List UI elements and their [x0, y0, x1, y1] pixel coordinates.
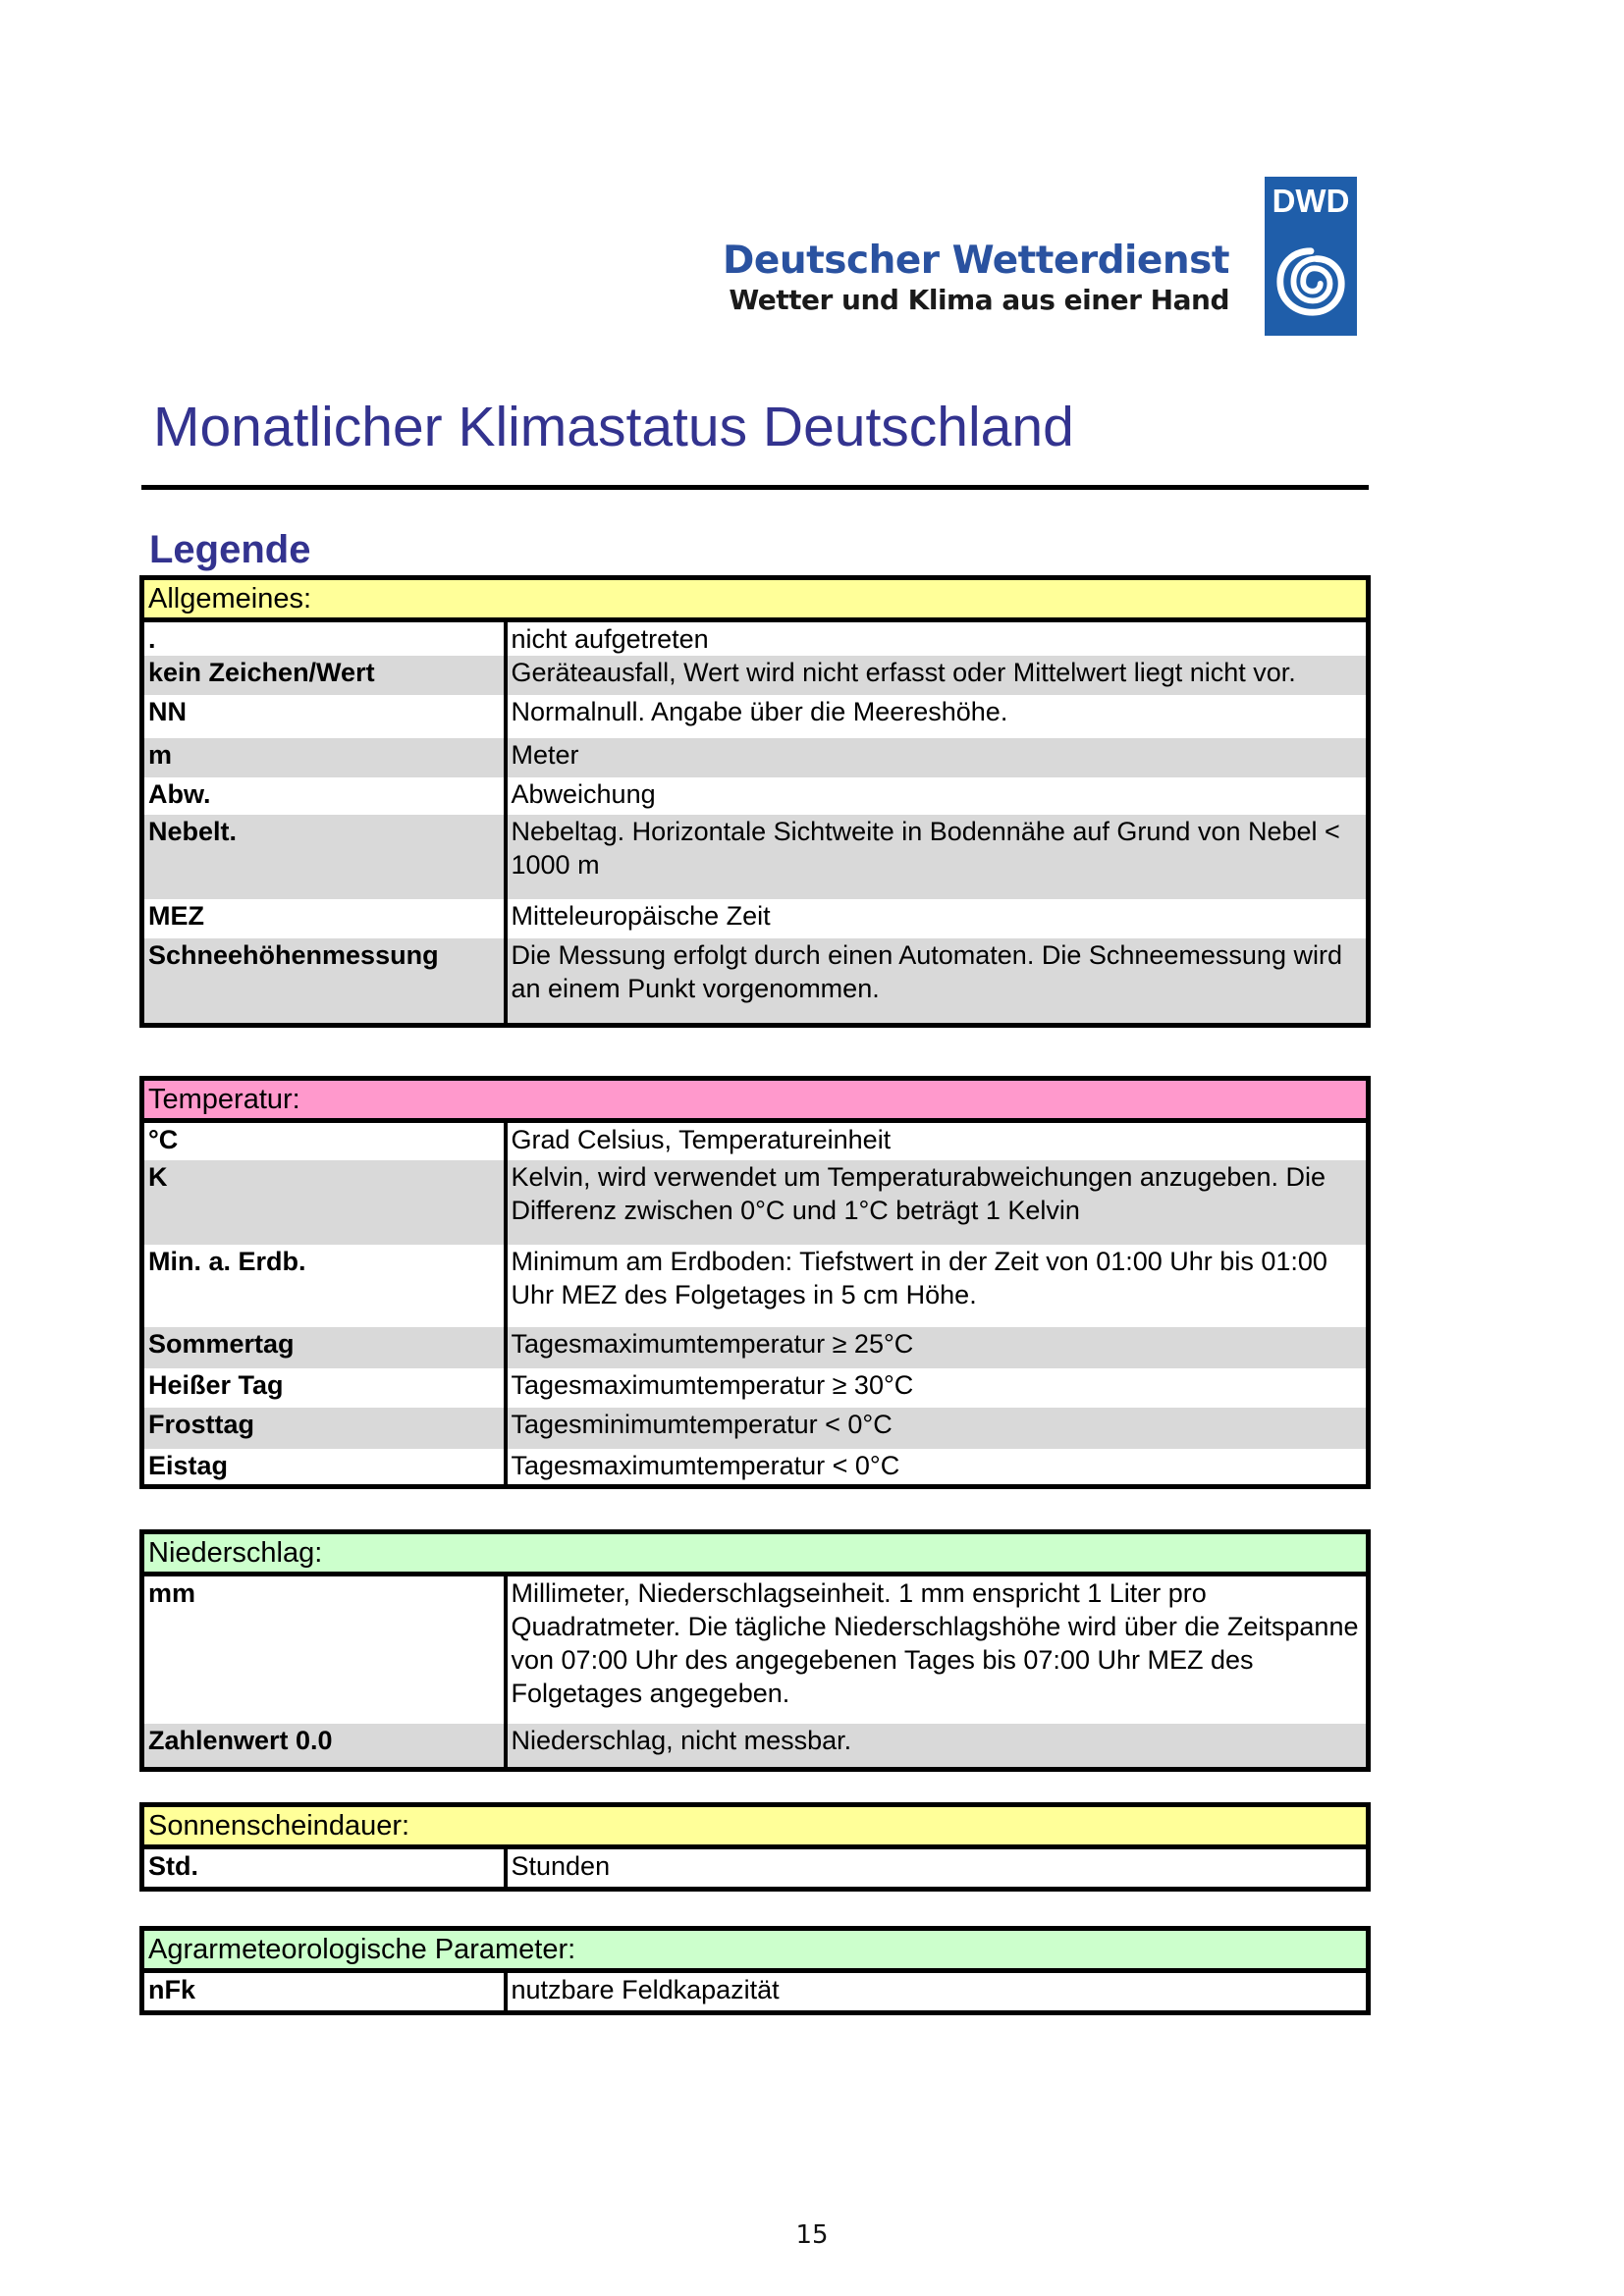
table-heading: Temperatur: — [142, 1079, 1369, 1121]
term-cell: Min. a. Erdb. — [142, 1245, 506, 1327]
table-header-row — [142, 1079, 1369, 1121]
table-row — [142, 1971, 1369, 2013]
table-row — [142, 1368, 1369, 1408]
definition-cell: Normalnull. Angabe über die Meereshöhe. — [506, 695, 1369, 738]
term-cell: Std. — [142, 1847, 506, 1890]
definition-cell: Nebeltag. Horizontale Sichtweite in Bodennähe auf Grund von Nebel < 1000 m — [506, 815, 1369, 899]
table-row — [142, 1121, 1369, 1161]
definition-cell: Tagesminimumtemperatur < 0°C — [506, 1408, 1369, 1449]
definition-cell: Millimeter, Niederschlagseinheit. 1 mm enspricht 1 Liter pro Quadratmeter. Die tägliche Niederschlagshöhe wird über die Zeitspanne von 07:00 Uhr des angegebenen Tages bis 07:00 Uhr MEZ des Folgetages angegeben. — [506, 1575, 1369, 1725]
table-heading: Sonnenscheindauer: — [142, 1805, 1369, 1847]
definition-cell: Kelvin, wird verwendet um Temperaturabweichungen anzugeben. Die Differenz zwischen 0°C und 1°C beträgt 1 Kelvin — [506, 1160, 1369, 1245]
table-heading: Agrarmeteorologische Parameter: — [142, 1929, 1369, 1971]
definition-cell: Meter — [506, 738, 1369, 777]
definition-cell: Mitteleuropäische Zeit — [506, 899, 1369, 938]
term-cell: Zahlenwert 0.0 — [142, 1724, 506, 1770]
dwd-logo — [723, 177, 1357, 336]
term-cell: Eistag — [142, 1449, 506, 1487]
term-cell: NN — [142, 695, 506, 738]
page-number: 15 — [795, 2220, 829, 2250]
definition-cell: Stunden — [506, 1847, 1369, 1890]
table-header-row — [142, 1805, 1369, 1847]
definition-cell: nutzbare Feldkapazität — [506, 1971, 1369, 2013]
term-cell: kein Zeichen/Wert — [142, 656, 506, 695]
legend-table-allgemeines — [139, 575, 1371, 1028]
table-row — [142, 1449, 1369, 1487]
table-row — [142, 695, 1369, 738]
page-title: Monatlicher Klimastatus Deutschland — [153, 396, 1074, 458]
organization-slogan: Wetter und Klima aus einer Hand — [729, 284, 1229, 316]
table-row — [142, 1245, 1369, 1327]
table-row — [142, 738, 1369, 777]
swirl-icon — [1272, 241, 1349, 322]
table-row — [142, 1575, 1369, 1725]
legend-table-niederschlag — [139, 1529, 1371, 1772]
definition-cell: nicht aufgetreten — [506, 620, 1369, 657]
table-row — [142, 938, 1369, 1026]
table-row — [142, 656, 1369, 695]
definition-cell: Abweichung — [506, 777, 1369, 815]
term-cell: Frosttag — [142, 1408, 506, 1449]
term-cell: Heißer Tag — [142, 1368, 506, 1408]
definition-cell: Tagesmaximumtemperatur ≥ 25°C — [506, 1327, 1369, 1368]
definition-cell: Minimum am Erdboden: Tiefstwert in der Zeit von 01:00 Uhr bis 01:00 Uhr MEZ des Folgetages in 5 cm Höhe. — [506, 1245, 1369, 1327]
definition-cell: Tagesmaximumtemperatur ≥ 30°C — [506, 1368, 1369, 1408]
definition-cell: Geräteausfall, Wert wird nicht erfasst oder Mittelwert liegt nicht vor. — [506, 656, 1369, 695]
term-cell: MEZ — [142, 899, 506, 938]
table-row — [142, 1408, 1369, 1449]
term-cell: . — [142, 620, 506, 657]
term-cell: Abw. — [142, 777, 506, 815]
logo-wordmark — [723, 240, 1229, 318]
table-header-row — [142, 578, 1369, 620]
organization-name: Deutscher Wetterdienst — [723, 239, 1229, 283]
term-cell: nFk — [142, 1971, 506, 2013]
section-heading: Legende — [149, 528, 311, 571]
definition-cell: Tagesmaximumtemperatur < 0°C — [506, 1449, 1369, 1487]
table-row — [142, 899, 1369, 938]
term-cell: °C — [142, 1121, 506, 1161]
definition-cell: Niederschlag, nicht messbar. — [506, 1724, 1369, 1770]
legend-table-temperatur — [139, 1076, 1371, 1489]
table-header-row — [142, 1532, 1369, 1575]
term-cell: K — [142, 1160, 506, 1245]
table-row — [142, 777, 1369, 815]
table-row — [142, 1724, 1369, 1770]
term-cell: mm — [142, 1575, 506, 1725]
definition-cell: Grad Celsius, Temperatureinheit — [506, 1121, 1369, 1161]
term-cell: m — [142, 738, 506, 777]
definition-cell: Die Messung erfolgt durch einen Automaten. Die Schneemessung wird an einem Punkt vorgenommen. — [506, 938, 1369, 1026]
legend-table-sonnenscheindauer — [139, 1802, 1371, 1892]
term-cell: Nebelt. — [142, 815, 506, 899]
table-row — [142, 620, 1369, 657]
table-row — [142, 1847, 1369, 1890]
table-heading: Niederschlag: — [142, 1532, 1369, 1575]
table-row — [142, 1327, 1369, 1368]
table-row — [142, 1160, 1369, 1245]
title-divider — [141, 485, 1369, 490]
dwd-logo-box — [1265, 177, 1357, 336]
table-heading: Allgemeines: — [142, 578, 1369, 620]
table-header-row — [142, 1929, 1369, 1971]
term-cell: Sommertag — [142, 1327, 506, 1368]
legend-table-agrarmeteorologie — [139, 1926, 1371, 2015]
term-cell: Schneehöhenmessung — [142, 938, 506, 1026]
logo-abbreviation: DWD — [1272, 183, 1350, 219]
table-row — [142, 815, 1369, 899]
